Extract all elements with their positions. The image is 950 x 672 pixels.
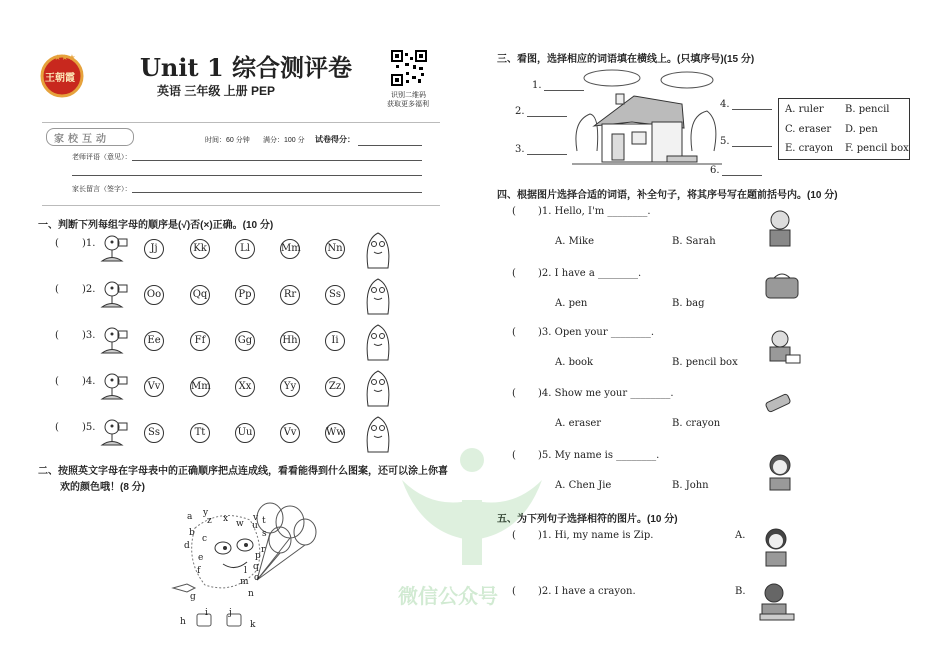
answer-paren-open[interactable]: ( [512,450,516,461]
question-number: )1. [82,238,96,249]
dot-letter[interactable]: n [248,589,254,599]
dot-letter[interactable]: a [187,512,193,522]
choice-a: A. pen [555,298,588,309]
choice-a: A. Chen Jie [555,480,612,491]
blank-4-label: 4. [720,99,730,110]
qr-caption-2: 获取更多福利 [387,101,429,108]
answer-paren-open[interactable]: ( [512,530,516,541]
parent-message-label: 家长留言（签字）： [72,186,132,193]
choice-a: A. eraser [555,418,602,429]
page-title: Unit 1 综合测评卷 [140,53,352,82]
wallnut-icon [364,368,392,412]
picture-option-label: A. [735,530,746,541]
picture-icon [762,270,802,304]
section4-title: 四、根据图片选择合适的词语，补全句子，将其序号写在题前括号内。(10 分) [497,190,838,201]
picture-icon [762,390,798,418]
picture-icon [762,452,798,496]
letter-circle: Ff [190,331,210,351]
question-number: )4. [82,376,96,387]
watermark-text: 微信公众号 [398,586,498,608]
letter-circle: Zz [325,377,345,397]
home-school-label: 家校互动 [54,134,110,145]
question-number: )5. [82,422,96,433]
blank-2-line[interactable] [527,116,567,117]
section5-title: 五、为下列句子选择相符的图片。(10 分) [497,514,678,525]
answer-paren-open[interactable]: ( [55,422,59,433]
letter-circle: Ee [144,331,164,351]
dot-letter[interactable]: z [207,516,212,526]
logo-text: 王朝霞 [45,73,75,84]
answer-paren-open[interactable]: ( [512,268,516,279]
choice-a: A. book [555,357,594,368]
letter-circle: Mm [280,239,300,259]
dot-letter[interactable]: p [255,551,261,561]
info-box-frame [42,122,440,206]
dot-letter[interactable]: u [252,521,258,531]
answer-paren-open[interactable]: ( [55,330,59,341]
option-b: B. pencil [845,104,890,115]
option-d: D. pen [845,124,878,135]
blank-5-label: 5. [720,136,730,147]
letter-circle: Ww [325,423,345,443]
section3-title: 三、看图，选择相应的词语填在横线上。(只填序号)(15 分) [497,54,755,65]
wallnut-icon [364,230,392,274]
blank-6-line[interactable] [722,175,762,176]
peashooter-icon [98,234,132,270]
answer-paren-open[interactable]: ( [512,586,516,597]
option-e: E. crayon [785,143,834,154]
option-f: F. pencil box [845,143,909,154]
choice-b: B. crayon [672,418,721,429]
dot-letter[interactable]: g [190,592,196,602]
wallnut-icon [364,276,392,320]
question-text: )2. I have a ________. [538,268,642,279]
dot-letter[interactable]: d [184,541,190,551]
letter-circle: Oo [144,285,164,305]
peashooter-icon [98,280,132,316]
wallnut-icon [364,322,392,366]
letter-circle: Kk [190,239,210,259]
dot-letter[interactable]: s [262,529,267,539]
choice-b: B. pencil box [672,357,738,368]
dot-letter[interactable]: i [205,608,208,618]
time-label: 时间：60 分钟 [205,137,250,144]
option-c: C. eraser [785,124,832,135]
section2-title-line1: 二、按照英文字母在字母表中的正确顺序把点连成线，看看能得到什么图案，还可以涂上你喜 [38,466,448,477]
letter-circle: Ii [325,331,345,351]
letter-circle: Qq [190,285,210,305]
answer-paren-open[interactable]: ( [512,327,516,338]
question-text: )1. Hello, I'm ________. [538,206,651,217]
blank-1-label: 1. [532,80,542,91]
question-text: )4. Show me your ________. [538,388,674,399]
dot-letter[interactable]: q [253,562,259,572]
picture-option-label: B. [735,586,746,597]
dot-letter[interactable]: e [198,553,204,563]
dot-letter[interactable]: y [203,508,209,518]
picture-icon [762,329,802,373]
answer-paren-open[interactable]: ( [55,284,59,295]
letter-circle: Tt [190,423,210,443]
letter-circle: Hh [280,331,300,351]
letter-circle: Gg [235,331,255,351]
blank-2-label: 2. [515,106,525,117]
peashooter-icon [98,372,132,408]
answer-paren-open[interactable]: ( [55,376,59,387]
dot-letter[interactable]: f [197,566,201,576]
score-total-label: 满分：100 分 [263,137,305,144]
qr-caption-1: 识别二维码 [391,92,426,99]
blank-3-label: 3. [515,144,525,155]
question-text: )5. My name is ________. [538,450,660,461]
answer-paren-open[interactable]: ( [55,238,59,249]
section1-title: 一、判断下列每组字母的顺序是(√)否(×)正确。(10 分) [38,220,274,231]
option-a: A. ruler [785,104,824,115]
letter-circle: Nn [325,239,345,259]
letter-circle: Pp [235,285,255,305]
dot-letter[interactable]: l [244,566,247,576]
blank-6-label: 6. [710,165,720,176]
publisher-logo [36,52,88,98]
page-subtitle: 英语 三年级 上册 PEP [157,84,276,98]
svg-text:★★★: ★★★ [54,53,76,62]
dot-letter[interactable]: j [229,608,232,618]
blank-5-line[interactable] [732,146,772,147]
answer-paren-open[interactable]: ( [512,388,516,399]
wallnut-icon [364,414,392,458]
question-text: )1. Hi, my name is Zip. [538,530,654,541]
blank-4-line[interactable] [732,109,772,110]
dot-letter[interactable]: h [180,617,186,627]
picture-icon [756,524,796,572]
letter-circle: Vv [280,423,300,443]
dot-letter[interactable]: o [254,573,260,583]
house-picture [572,66,722,176]
letter-circle: Ll [235,239,255,259]
picture-icon [756,580,796,628]
letter-circle: Yy [280,377,300,397]
qr-code [391,50,427,86]
letter-circle: Xx [235,377,255,397]
teacher-comment-label: 老师评语（意见）： [72,154,132,161]
blank-3-line[interactable] [527,154,567,155]
question-text: )3. Open your ________. [538,327,655,338]
picture-icon [762,208,798,252]
letter-circle: Mm [190,377,210,397]
dot-letter[interactable]: x [223,514,229,524]
dot-letter[interactable]: t [262,516,266,526]
dot-letter[interactable]: c [202,534,208,544]
score-label: 试卷得分： [315,135,355,144]
dot-letter[interactable]: k [250,620,256,630]
question-text: )2. I have a crayon. [538,586,636,597]
letter-circle: Vv [144,377,164,397]
section2-title-line2: 欢的颜色哦！(8 分) [60,482,145,493]
answer-paren-open[interactable]: ( [512,206,516,217]
letter-circle: Ss [325,285,345,305]
choice-a: A. Mike [555,236,594,247]
peashooter-icon [98,326,132,362]
question-number: )2. [82,284,96,295]
dot-letter[interactable]: m [240,577,249,587]
dot-letter[interactable]: w [236,519,244,529]
letter-circle: Ss [144,423,164,443]
dot-letter[interactable]: v [253,513,259,523]
letter-circle: Uu [235,423,255,443]
letter-circle: Jj [144,239,164,259]
choice-b: B. John [672,480,709,491]
peashooter-icon [98,418,132,454]
question-number: )3. [82,330,96,341]
dot-letter[interactable]: r [261,545,266,555]
choice-b: B. Sarah [672,236,716,247]
blank-1-line[interactable] [544,90,584,91]
letter-circle: Rr [280,285,300,305]
choice-b: B. bag [672,298,705,309]
dot-letter[interactable]: b [189,528,195,538]
